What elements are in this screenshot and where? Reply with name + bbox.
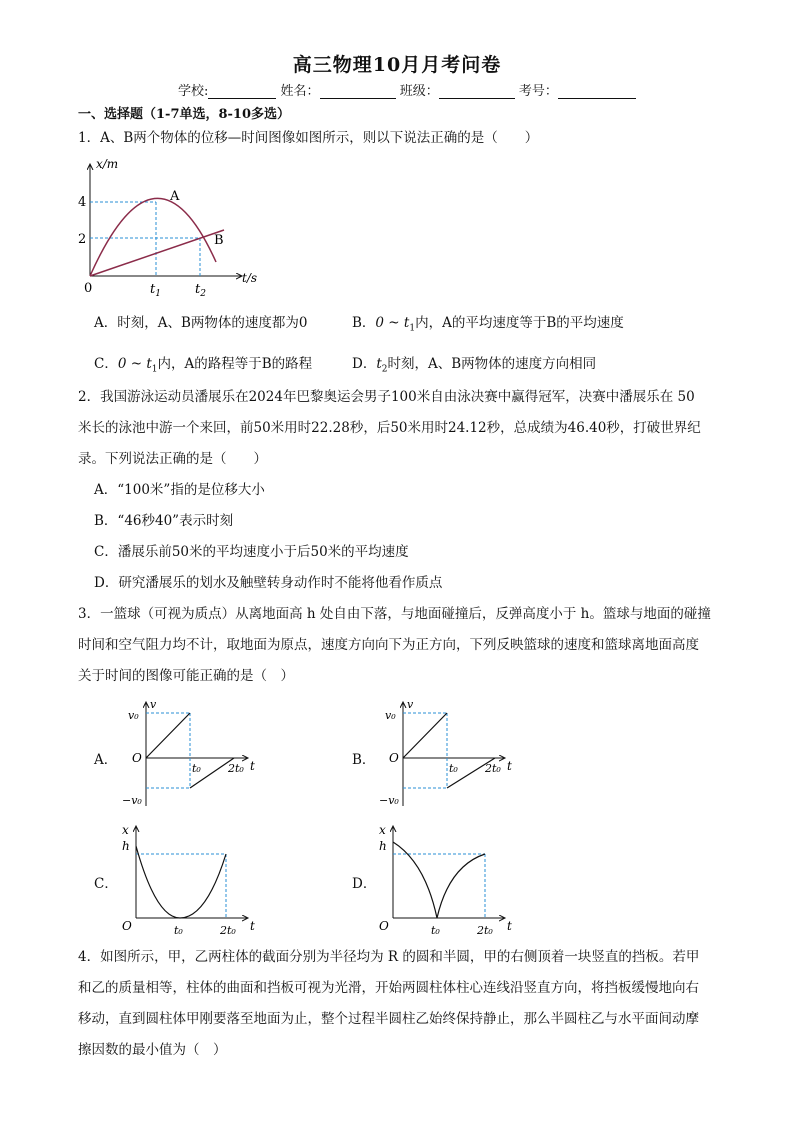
- q1-label-a: A: [170, 189, 180, 204]
- q2-stem-line3: 录。下列说法正确的是（ ）: [78, 451, 267, 467]
- svg-text:t: t: [250, 919, 255, 933]
- q1-y-tick-2: 2: [78, 232, 87, 247]
- school-label: 学校:: [178, 84, 209, 99]
- svg-text:t: t: [250, 759, 255, 773]
- svg-text:t₀: t₀: [192, 762, 201, 775]
- svg-text:O: O: [379, 919, 389, 933]
- name-blank[interactable]: [320, 84, 396, 99]
- svg-text:2t₀: 2t₀: [485, 762, 501, 775]
- q3-graph-a: [118, 698, 278, 816]
- svg-text:O: O: [132, 751, 142, 765]
- class-label: 班级：: [399, 84, 439, 99]
- svg-text:v: v: [150, 698, 157, 711]
- q3-option-c-label[interactable]: C．: [94, 876, 118, 892]
- q4-stem-line3: 移动，直到圆柱体甲刚要落至地面为止，整个过程半圆柱乙始终保持静止，那么半圆柱乙与水平面间动摩: [78, 1011, 699, 1027]
- svg-text:h: h: [379, 839, 387, 853]
- svg-text:−v₀: −v₀: [379, 794, 399, 807]
- q1-stem: 1．A、B两个物体的位移—时间图像如图所示，则以下说法正确的是（ ）: [78, 130, 539, 146]
- svg-text:2t₀: 2t₀: [228, 762, 244, 775]
- q2-stem-line1: 2．我国游泳运动员潘展乐在2024年巴黎奥运会男子100米自由泳决赛中赢得冠军，决赛中潘展乐在 50: [78, 389, 695, 405]
- q4-stem-line2: 和乙的质量相等，柱体的曲面和挡板可视为光滑，开始两圆柱体柱心连线沿竖直方向，将挡板缓慢地向右: [78, 980, 699, 996]
- q3-option-a-label[interactable]: A．: [94, 752, 118, 768]
- q1-curve-a: [90, 198, 216, 276]
- q2-option-b[interactable]: B．“46秒40”表示时刻: [94, 513, 234, 529]
- number-blank[interactable]: [558, 84, 636, 99]
- q4-stem-line1: 4．如图所示，甲，乙两柱体的截面分别为半径均为 R 的圆和半圆，甲的右侧顶着一块竖直的挡板。若甲: [78, 949, 700, 965]
- q1-tick-t1: $t_1$: [150, 282, 161, 299]
- svg-text:v₀: v₀: [128, 709, 139, 722]
- q3-graph-c: [118, 822, 278, 937]
- q2-option-d[interactable]: D．研究潘展乐的划水及触壁转身动作时不能将他看作质点: [94, 575, 443, 591]
- svg-text:2t₀: 2t₀: [477, 924, 493, 937]
- q1-option-a[interactable]: A．时刻，A、B两物体的速度都为0: [94, 315, 308, 331]
- svg-text:v₀: v₀: [385, 709, 396, 722]
- section-title: 一、选择题（1-7单选，8-10多选）: [78, 107, 291, 122]
- svg-text:2t₀: 2t₀: [220, 924, 236, 937]
- svg-text:t₀: t₀: [449, 762, 458, 775]
- q3-stem-line3: 关于时间的图像可能正确的是（ ）: [78, 668, 294, 684]
- q1-y-axis-label: x/m: [96, 157, 119, 171]
- svg-text:t₀: t₀: [174, 924, 183, 937]
- q1-option-c[interactable]: C．0 ~ $t_1$内，A的路程等于B的路程: [94, 356, 313, 375]
- svg-text:−v₀: −v₀: [122, 794, 142, 807]
- q1-graph: [70, 150, 280, 300]
- q3-option-b-label[interactable]: B．: [352, 752, 376, 768]
- q1-option-b[interactable]: B．0 ~ $t_1$内，A的平均速度等于B的平均速度: [352, 315, 624, 334]
- q3-stem-line1: 3．一篮球（可视为质点）从离地面高 h 处自由下落，与地面碰撞后，反弹高度小于 h。篮球与地面的碰撞: [78, 606, 711, 622]
- svg-text:t: t: [507, 759, 512, 773]
- q1-origin: 0: [84, 281, 93, 296]
- exam-title: 高三物理10月月考问卷: [292, 54, 502, 76]
- q2-option-a[interactable]: A．“100米”指的是位移大小: [94, 482, 265, 498]
- q3-graph-b: [375, 698, 535, 816]
- q3-option-d-label[interactable]: D．: [352, 876, 377, 892]
- q3-stem-line2: 时间和空气阻力均不计，取地面为原点，速度方向向下为正方向，下列反映篮球的速度和篮球离地面高度: [78, 637, 699, 653]
- q4-stem-line4: 擦因数的最小值为（ ）: [78, 1042, 227, 1058]
- svg-text:x: x: [379, 823, 386, 837]
- q1-x-axis-label: t/s: [242, 271, 258, 285]
- svg-text:x: x: [122, 823, 129, 837]
- student-info-line: [178, 80, 636, 99]
- svg-text:O: O: [122, 919, 132, 933]
- number-label: 考号：: [518, 84, 558, 99]
- svg-text:v: v: [407, 698, 414, 711]
- svg-text:O: O: [389, 751, 399, 765]
- class-blank[interactable]: [439, 84, 515, 99]
- q3-graph-d: [375, 822, 535, 937]
- q2-option-c[interactable]: C．潘展乐前50米的平均速度小于后50米的平均速度: [94, 544, 409, 560]
- q1-label-b: B: [214, 233, 224, 248]
- q1-y-tick-4: 4: [78, 195, 87, 210]
- q1-tick-t2: $t_2$: [195, 282, 206, 299]
- q2-stem-line2: 米长的泳池中游一个来回，前50米用时22.28秒，后50米用时24.12秒，总成绩为46.40秒，打破世界纪: [78, 420, 701, 436]
- school-blank[interactable]: [208, 84, 276, 99]
- q1-option-d[interactable]: D．$t_2$时刻，A、B两物体的速度方向相同: [352, 356, 597, 375]
- svg-text:h: h: [122, 839, 130, 853]
- svg-text:t: t: [507, 919, 512, 933]
- name-label: 姓名：: [280, 84, 320, 99]
- svg-text:t₀: t₀: [431, 924, 440, 937]
